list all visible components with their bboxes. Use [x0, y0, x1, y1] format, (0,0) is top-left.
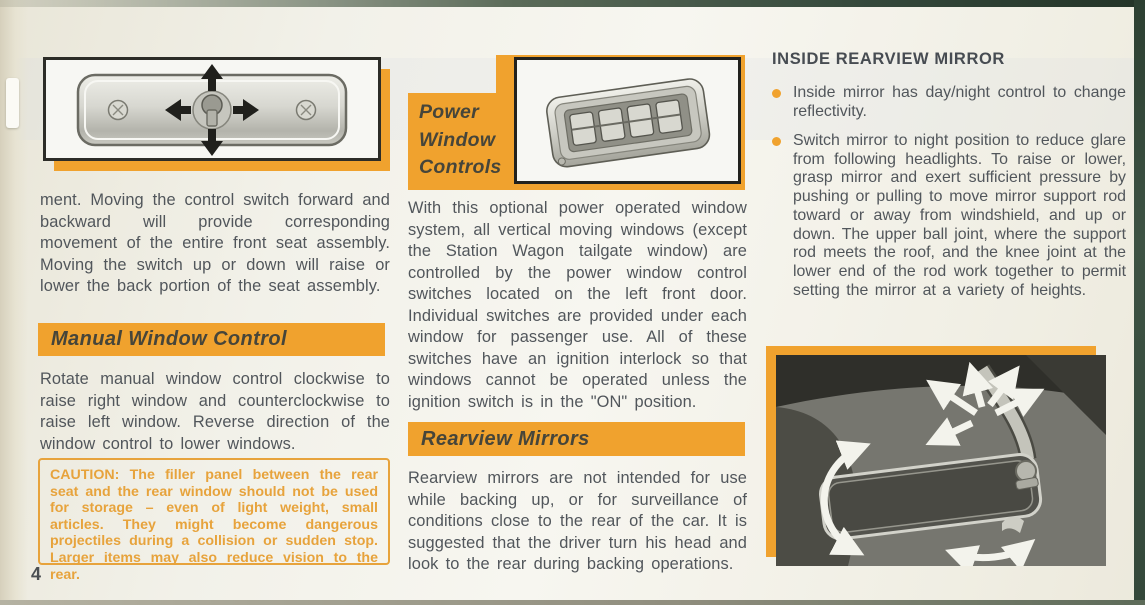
power-window-heading-line: Controls [419, 156, 502, 178]
power-window-paragraph: With this optional power operated window system, all vertical moving windows (except the Station Wagon tailgate window) are controlled by the power window control switches located on the left front door. Individual switches are provided under each window for passenger use. All of these switches have an ignition interlock so that windows cannot be operated unless the ignition switch is in the "ON" position. [408, 199, 747, 411]
power-window-heading [419, 99, 502, 182]
scanner-edge-top [0, 0, 1145, 7]
section-heading-label: Rearview Mirrors [421, 427, 590, 450]
bullet-item [772, 132, 1126, 300]
power-window-illustration [514, 57, 741, 184]
scanner-edge-right [1134, 0, 1145, 605]
bullet-dot-icon [772, 89, 781, 98]
rearview-mirrors-paragraph: Rearview mirrors are not intended for use while backing up, or for surveillance of conditions close to the rear of the car. It is suggested that the driver turn his head and look to the rear during backing operations. [408, 469, 747, 573]
rearview-mirror-photo-graphic [776, 355, 1106, 566]
inside-rearview-mirror-heading: INSIDE REARVIEW MIRROR [772, 50, 1005, 68]
power-window-heading-line: Window [419, 128, 496, 151]
seat-control-paragraph: ment. Moving the control switch forward and backward will provide corresponding movement of the entire front seat assembly. Moving the switch up or down will raise or lower the back portion of the seat assembly. [40, 191, 390, 295]
power-window-heading-line: Power [419, 101, 480, 123]
section-heading-label: Manual Window Control [51, 328, 287, 350]
section-heading-rearview-mirrors [408, 422, 745, 456]
seat-control-illustration [43, 57, 381, 161]
bullet-text: Inside mirror has day/night control to change reflectivity. [793, 84, 1126, 120]
section-heading-manual-window [38, 323, 385, 356]
caution-box [38, 458, 390, 583]
power-window-switch-icon [517, 60, 738, 181]
bullet-text: Switch mirror to night position to reduce glare from following headlights. To raise or lower, grasp mirror and exert sufficient pressure by pushing or pulling to move mirror support rod toward or away from windshield, and up or down. The upper ball joint, where the support rod meets the roof, and the knee joint at the lower end of the rod work together to permit setting the mirror at a variety of heights. [793, 132, 1126, 299]
bullet-dot-icon [772, 137, 781, 146]
page-number: 4 [31, 564, 42, 584]
scanner-edge-bottom [0, 600, 1145, 605]
manual-window-paragraph: Rotate manual window control clockwise to raise right window and counterclockwise to raise left window. Reverse direction of the window control to lower windows. [40, 370, 390, 453]
bullet-item [772, 84, 1126, 121]
page-edge-tab [6, 78, 19, 128]
mirror-photo [776, 355, 1106, 566]
caution-text: CAUTION: The filler panel between the rear seat and the rear window should not be used for storage – even of light weight, small articles. They might become dangerous projectiles during a collision or sudden stop. Larger items may also reduce vision to the rear. [50, 467, 378, 583]
four-way-switch-icon [46, 60, 378, 158]
